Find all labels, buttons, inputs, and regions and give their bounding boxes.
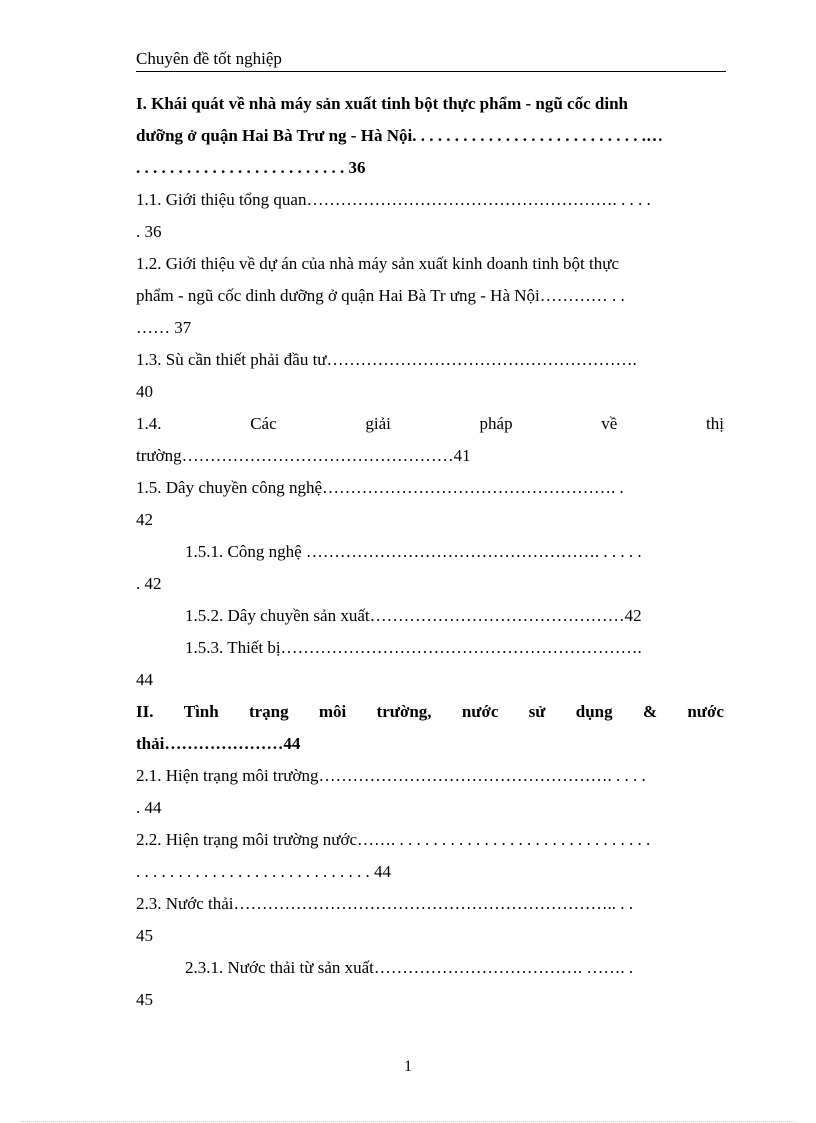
toc-entry-page: 40 — [136, 382, 153, 401]
page-number: 1 — [404, 1058, 412, 1075]
toc-word: pháp — [479, 414, 513, 433]
toc-entry-page: trường…………………………………………41 — [136, 446, 471, 465]
toc-entry-line — [136, 696, 724, 728]
toc-word: dụng — [575, 702, 613, 721]
toc-word: trạng — [248, 702, 289, 721]
toc-word: thị — [706, 414, 724, 433]
toc-entry-page: 42 — [136, 510, 153, 529]
toc-entry-line: 1.5.3. Thiết bị………………………………………………………. — [185, 638, 642, 657]
toc-entry-line: 2.2. Hiện trạng môi trường nước……. . . . . . . . . . . . . . . . . . . . . . . . . . . . . . . — [136, 830, 651, 849]
toc-entry-1-2[interactable] — [136, 248, 724, 344]
toc-word: Tình — [183, 702, 219, 721]
toc-entry-2-2[interactable] — [136, 824, 724, 888]
toc-entry-line: 2.1. Hiện trạng môi trường……………………………………………. . . . . — [136, 766, 646, 785]
toc-entry-page: . 42 — [136, 574, 162, 593]
toc-entry-page: 44 — [136, 670, 153, 689]
running-header: Chuyên đề tốt nghiệp — [136, 48, 726, 72]
toc-entry-page: . 44 — [136, 798, 162, 817]
toc-entry-line: 1.1. Giới thiệu tổng quan………………………………………………. . . . . — [136, 190, 651, 209]
toc-word: nước — [461, 702, 499, 721]
toc-word: môi — [318, 702, 347, 721]
toc-entry-page: thải…………………44 — [136, 734, 301, 753]
toc-entry-line: I. Khái quát về nhà máy sản xuất tinh bột thực phẩm - ngũ cốc dinh — [136, 94, 628, 113]
toc-word: nước — [687, 702, 724, 721]
toc-entry-1-1[interactable] — [136, 184, 724, 248]
toc-entry-page: . . . . . . . . . . . . . . . . . . . . . . . . . 36 — [136, 158, 366, 177]
toc-entry-1-3[interactable] — [136, 344, 724, 408]
toc-entry-1-5-2[interactable] — [136, 600, 724, 632]
toc-entry-line: 1.2. Giới thiệu về dự án của nhà máy sản xuất kinh doanh tinh bột thực — [136, 254, 620, 273]
toc-entry-line: 1.5.2. Dây chuyền sản xuất………………………………………42 — [185, 606, 642, 625]
toc-entry-page: . . . . . . . . . . . . . . . . . . . . . . . . . . . . 44 — [136, 862, 391, 881]
toc-entry-line: 1.3. Sù cần thiết phải đầu tư………………………………………………. — [136, 350, 637, 369]
toc-entry-line: 2.3. Nước thải………………………………………………………….. . . — [136, 894, 634, 913]
toc-entry-section-2[interactable] — [136, 696, 724, 760]
toc-entry-page: …… 37 — [136, 318, 192, 337]
toc-word: 1.4. — [136, 414, 162, 433]
toc-entry-page: 45 — [136, 926, 153, 945]
toc-entry-line: 2.3.1. Nước thải từ sản xuất………………………………. ……. . — [185, 958, 634, 977]
toc-entry-section-1[interactable] — [136, 88, 724, 184]
toc-entry-line: 1.5.1. Công nghệ ……………………………………………. . . . . . — [185, 542, 642, 561]
toc-word: II. — [136, 702, 154, 721]
toc-word: Các — [250, 414, 277, 433]
toc-entry-1-4[interactable] — [136, 408, 724, 472]
toc-entry-page: 45 — [136, 990, 153, 1009]
toc-entry-line: 1.5. Dây chuyền công nghệ……………………………………………. . — [136, 478, 624, 497]
page-bottom-divider — [20, 1121, 796, 1122]
toc-entry-2-3[interactable] — [136, 888, 724, 952]
toc-word: & — [642, 702, 658, 721]
toc-entry-line — [136, 408, 724, 440]
toc-entry-1-5-1[interactable] — [136, 536, 724, 600]
toc-word: giải — [365, 414, 391, 433]
toc-entry-1-5[interactable] — [136, 472, 724, 536]
toc-word: về — [601, 414, 618, 433]
toc-word: trường, — [376, 702, 432, 721]
toc-entry-line: dưỡng ở quận Hai Bà Trư ng - Hà Nội. . . . . . . . . . . . . . . . . . . . . . . . . . . .… — [136, 126, 663, 145]
toc-entry-2-3-1[interactable] — [136, 952, 724, 1016]
toc-entry-2-1[interactable] — [136, 760, 724, 824]
toc-entry-1-5-3[interactable] — [136, 632, 724, 696]
toc-entry-page: . 36 — [136, 222, 162, 241]
table-of-contents — [136, 88, 724, 1016]
toc-word: sử — [528, 702, 546, 721]
toc-entry-line: phẩm - ngũ cốc dinh dưỡng ở quận Hai Bà Tr ưng - Hà Nội………… . . — [136, 286, 625, 305]
